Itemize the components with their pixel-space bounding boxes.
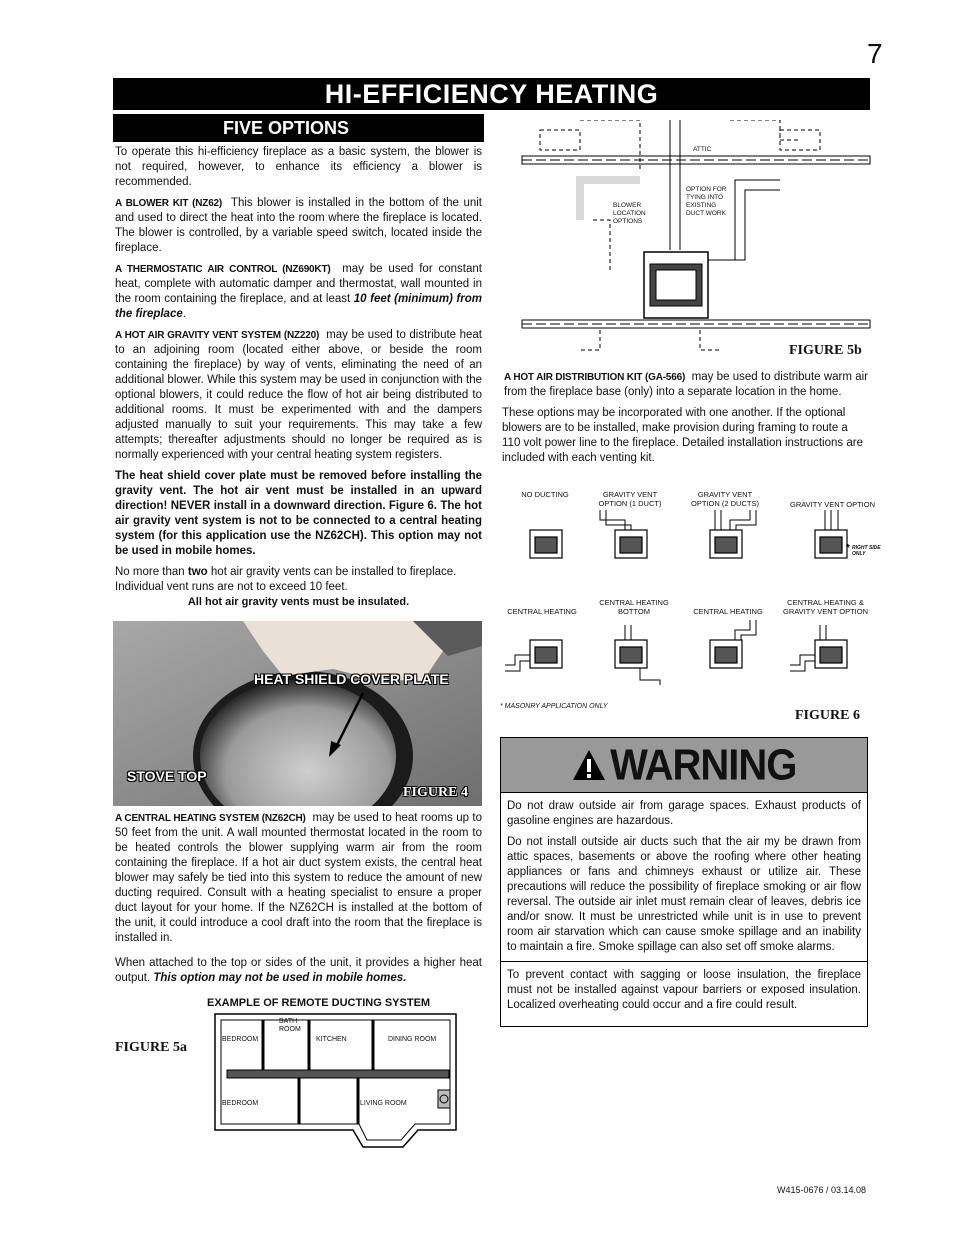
left-column-bottom xyxy=(115,811,482,992)
room-dining: DINING ROOM xyxy=(388,1036,437,1043)
figure-5b-svg xyxy=(520,120,872,360)
distribution-paragraph xyxy=(502,370,868,400)
opt-central-gravity: CENTRAL HEATING & GRAVITY VENT OPTION xyxy=(782,598,869,616)
room-bath: BATH ROOM xyxy=(279,1018,301,1033)
figure-5a-label: FIGURE 5a xyxy=(115,1040,187,1055)
warning-body xyxy=(501,793,867,1013)
central-paragraph xyxy=(115,811,482,946)
figure-5b-label: FIGURE 5b xyxy=(789,343,862,358)
room-kitchen: KITCHEN xyxy=(316,1036,347,1043)
room-bedroom-2: BEDROOM xyxy=(222,1100,259,1107)
figure-6-diagram xyxy=(500,485,881,715)
blower-location-label: BLOWER LOCATION OPTIONS xyxy=(613,202,646,225)
heat-shield-warning: The heat shield cover plate must be removed before installing the gravity vent. The hot air vent must be installed in an upward direction! NEVER install in a downward direction. Figure 6. The hot air gravity vent system is not to be connected to a central heating system (for this application use the NZ62CH). This option may not be used in mobile homes. xyxy=(115,470,482,557)
distribution-label: A HOT AIR DISTRIBUTION KIT (GA-566) xyxy=(504,372,686,383)
opt-gravity-1: GRAVITY VENT OPTION (1 DUCT) xyxy=(598,490,662,508)
figure-4-photo xyxy=(113,621,482,806)
room-bedroom-1: BEDROOM xyxy=(222,1036,259,1043)
page-title: HI-EFFICIENCY HEATING xyxy=(113,78,870,110)
central-text: may be used to heat rooms up to 50 feet from the unit. A wall mounted thermostat located in the room to be heated controls the blower supplying warm air from the room containing the fireplace. If a hot air duct system exists, the central heat blower may safely be tied into this system to reduce the amount of new ducting required. Consult with a heating specialist to ensure a proper duct layout for your home. If the NZ62CH is installed at the bottom of the unit, it could introduce a cool draft into the room that the fireplace is installed in. xyxy=(115,812,482,944)
right-column-text xyxy=(502,370,868,472)
section-title: FIVE OPTIONS xyxy=(113,114,484,142)
thermo-label: A THERMOSTATIC AIR CONTROL (NZ690KT) xyxy=(115,264,331,275)
opt-central-bottom: CENTRAL HEATING BOTTOM xyxy=(599,598,669,616)
room-living: LIVING ROOM xyxy=(360,1100,407,1107)
figure-5b-diagram xyxy=(520,120,872,360)
thermo-paragraph: A THERMOSTATIC AIR CONTROL (NZ690KT) may be used for constant heat, complete with automatic damper and thermostat, wall mounted in the room containing the fireplace, and at least 10 feet (minimum) from the fireplace. xyxy=(115,263,482,320)
left-column-top xyxy=(115,145,482,616)
floorplan-svg xyxy=(213,1012,458,1149)
remote-ducting-title: EXAMPLE OF REMOTE DUCTING SYSTEM xyxy=(207,997,431,1009)
figure-6-label: FIGURE 6 xyxy=(795,708,860,723)
document-code: W415-0676 / 03.14.08 xyxy=(777,1185,867,1195)
attached-paragraph xyxy=(115,956,482,986)
insulated-note: All hot air gravity vents must be insulated. xyxy=(187,596,410,608)
attached-text: When attached to the top or sides of the unit, it provides a higher heat output. xyxy=(115,957,482,984)
page-number: 7 xyxy=(867,38,883,69)
blower-kit-paragraph xyxy=(115,196,482,256)
distribution-text: may be used to distribute warm air from the fireplace base (only) into a separate location in the home. xyxy=(504,371,869,398)
blower-kit-text: This blower is installed in the bottom of the unit and used to direct the heat into the room where the fireplace is located. The blower is controlled, by a variable speed switch, located inside the fireplace. xyxy=(115,197,483,254)
remote-ducting-diagram xyxy=(213,1012,458,1149)
thermo-emph: 10 feet (minimum) from the fireplace xyxy=(115,293,482,320)
masonry-note: * MASONRY APPLICATION ONLY xyxy=(500,703,608,710)
combination-paragraph: These options may be incorporated with one another. If the optional blowers are to be installed, make provision during framing to route a 110 volt power line to the fireplace. Detailed installation instructions are included with each venting kit. xyxy=(502,407,863,464)
right-side-only-note: RIGHT SIDE ONLY xyxy=(852,545,881,557)
gravity-paragraph xyxy=(115,328,482,463)
warning-paragraph-3: To prevent contact with sagging or loose insulation, the fireplace must not be installed against vapour barriers or exposed insulation. Localized overheating could occur and a fire could result. xyxy=(507,969,861,1011)
warning-paragraph-2: Do not install outside air ducts such that the air my be drawn from attic spaces, basements or above the roofing where other heating appliances or fans and chimneys exhaust or utilize air. These precautions will reduce the possibility of fireplace smoking or air flow reversal. The outside air inlet must remain clear of leaves, debris ice and/or snow. It must be unrestricted while unit is in use to prevent room air starvation which can cause smoke spillage and an inability to maintain a fire. Smoke spillage can also set off smoke alarms. xyxy=(507,836,861,953)
warning-divider xyxy=(501,961,867,962)
opt-gravity-option: GRAVITY VENT OPTION xyxy=(789,500,876,509)
masonry-note-text: MASONRY APPLICATION ONLY xyxy=(504,703,608,710)
svg-text:*: * xyxy=(846,543,850,554)
thermo-text: may be used for constant heat, complete with automatic damper and thermostat, wall mounted in the room containing the fireplace, and at least xyxy=(115,263,482,305)
gravity-label: A HOT AIR GRAVITY VENT SYSTEM (NZ220) xyxy=(115,330,320,341)
warning-box xyxy=(500,737,868,1027)
no-more-bold: two xyxy=(187,566,208,578)
gravity-text: may be used to distribute heat to an adjoining room (located either above, or beside the room containing the fireplace) by way of vents, eliminating the need of an additional blower. While this system may be used in conjunction with the optional blowers, it could reduce the flow of hot air being distributed to additional rooms. It must be experimented with and the dampers adjusted manually to suit your requirements. This may take a few attempts; thereafter adjustments should no longer be required as is normally experienced with your central heating system registers. xyxy=(115,329,482,461)
warning-title: WARNING xyxy=(610,740,797,790)
attic-label: ATTIC xyxy=(693,146,712,153)
vent-limit-paragraph xyxy=(115,565,482,595)
heat-shield-label: HEAT SHIELD COVER PLATE xyxy=(254,671,449,687)
blower-kit-label: A BLOWER KIT (NZ62) xyxy=(115,198,223,209)
warning-triangle-icon xyxy=(572,748,606,782)
figure-4-label: FIGURE 4 xyxy=(403,785,468,800)
no-more-post: hot air gravity vents can be installed to fireplace. Individual vent runs are not to exceed 10 feet. xyxy=(115,566,457,593)
opt-central-2: CENTRAL HEATING xyxy=(693,607,763,616)
opt-gravity-2: GRAVITY VENT OPTION (2 DUCTS) xyxy=(691,490,759,508)
opt-central-1: CENTRAL HEATING xyxy=(507,607,577,616)
figure-6-svg xyxy=(500,485,872,715)
duct-work-option-label: OPTION FOR TYING INTO EXISTING DUCT WORK xyxy=(686,186,727,217)
warning-paragraph-1: Do not draw outside air from garage spaces. Exhaust products of gasoline engines are hazardous. xyxy=(507,800,861,827)
attached-emph: This option may not be used in mobile homes. xyxy=(153,972,407,984)
intro-paragraph: To operate this hi-efficiency fireplace as a basic system, the blower is not required, however, to enhance its efficiency a blower is recommended. xyxy=(115,146,482,188)
no-more-pre: No more than xyxy=(115,566,185,578)
stove-top-label: STOVE TOP xyxy=(127,768,207,784)
central-label: A CENTRAL HEATING SYSTEM (NZ62CH) xyxy=(115,813,306,824)
opt-no-ducting: NO DUCTING xyxy=(521,490,569,499)
warning-header xyxy=(501,738,867,793)
